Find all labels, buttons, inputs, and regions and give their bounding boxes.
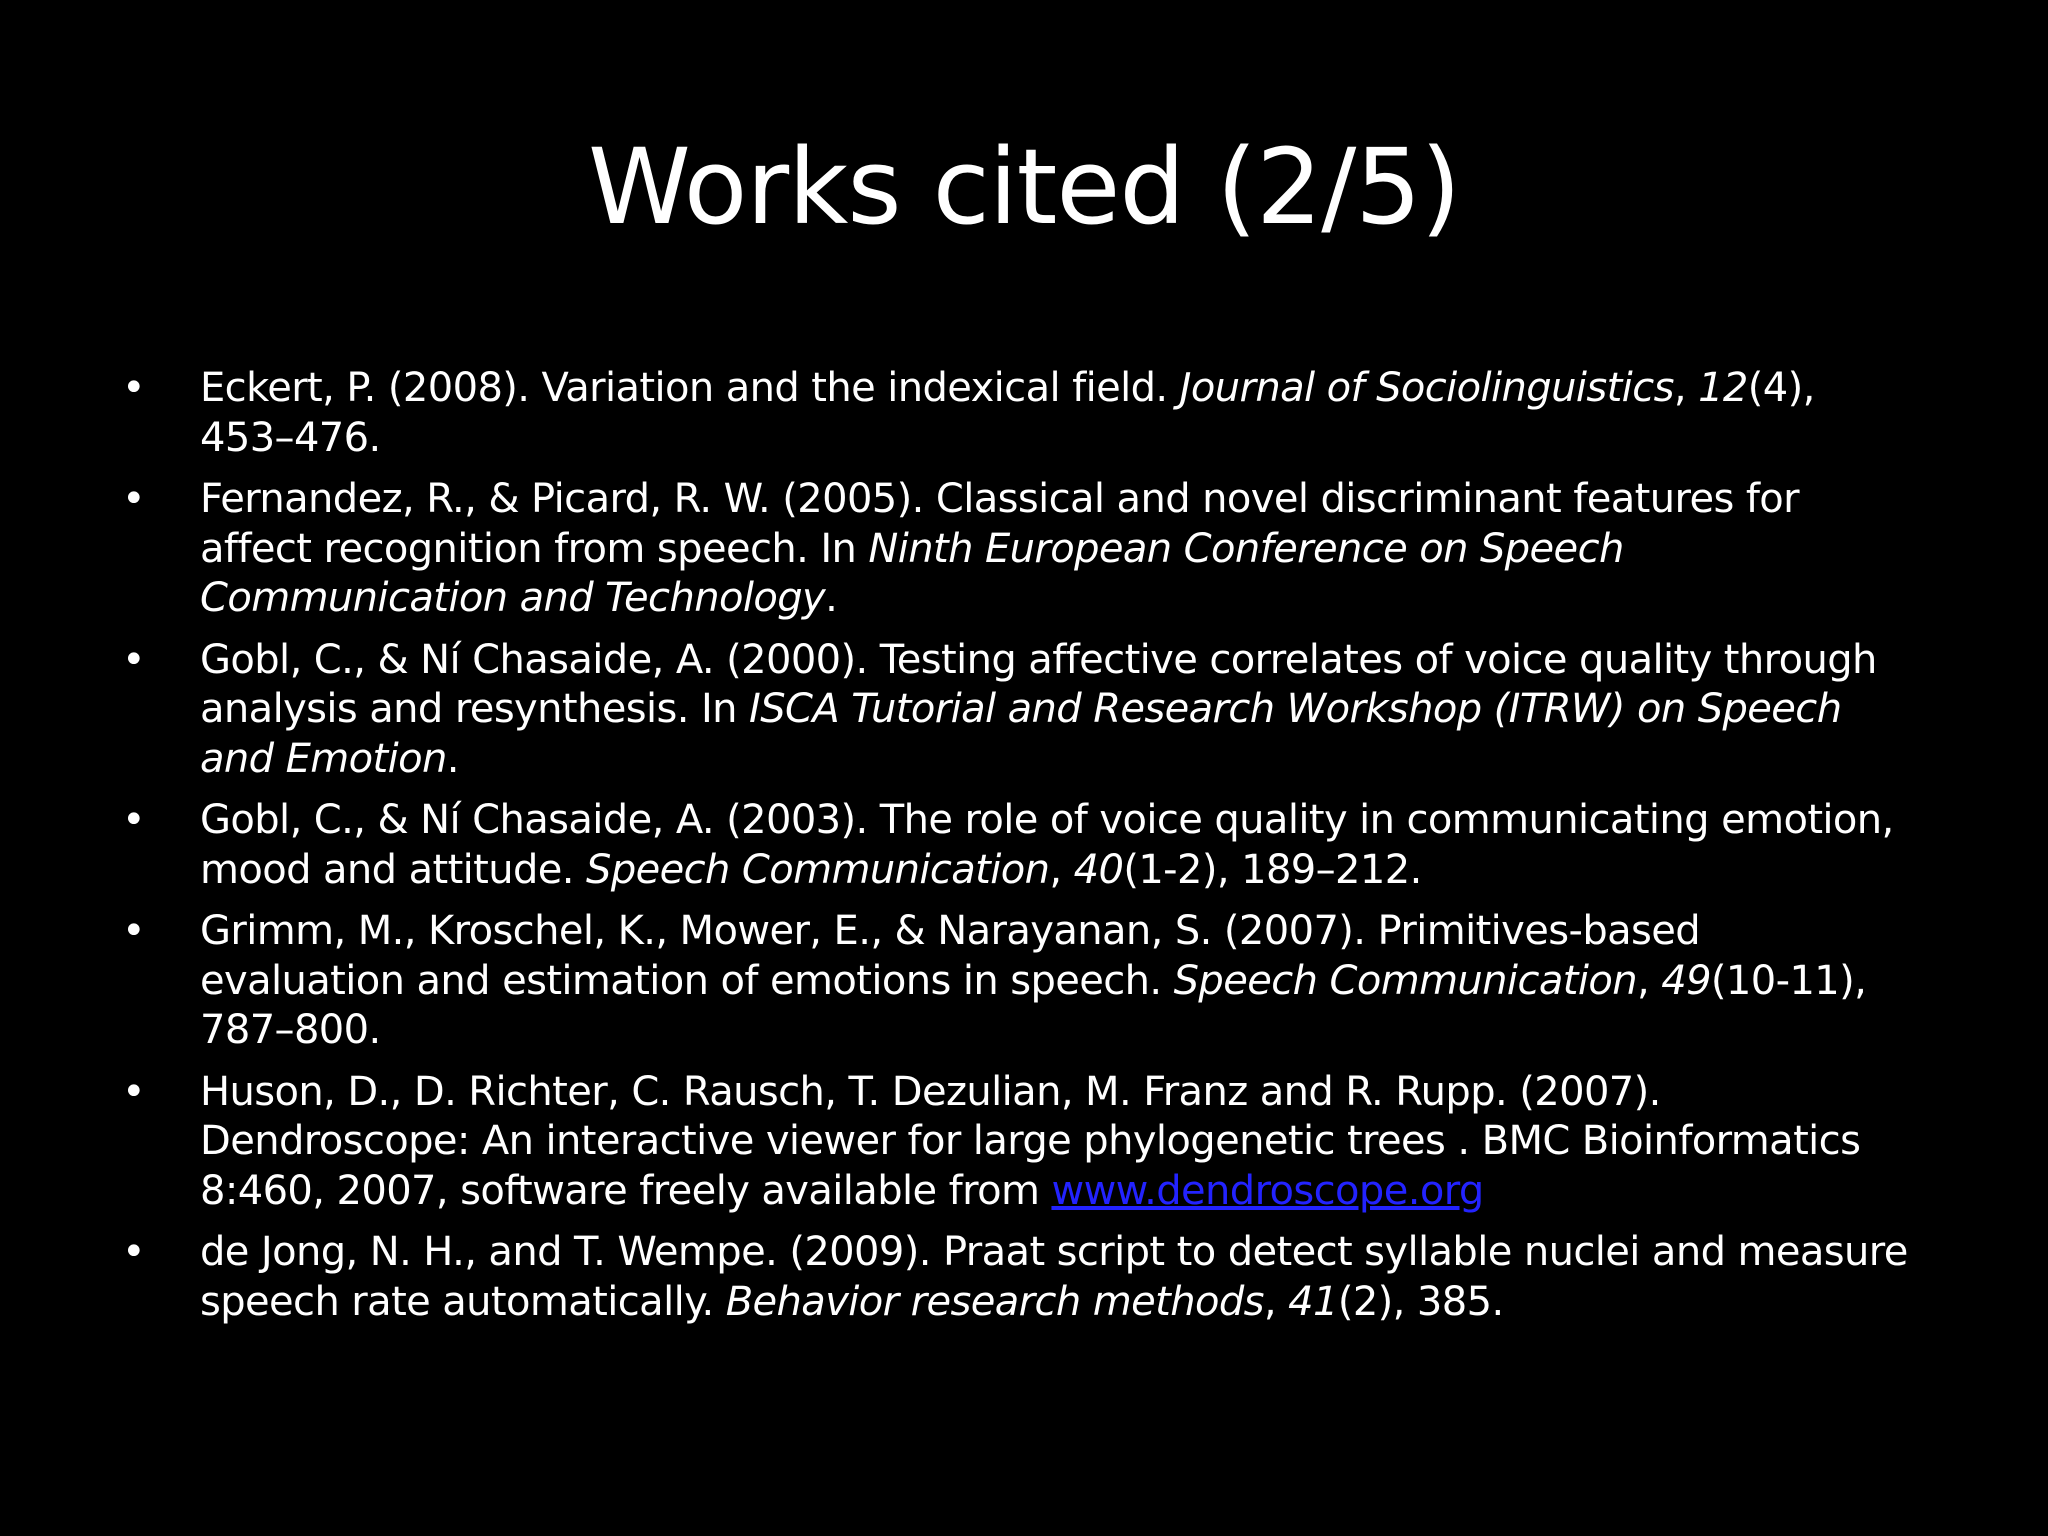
bullet: • (122, 1229, 145, 1275)
reference-text: . (446, 735, 459, 782)
reference-item-grimm-2007 (116, 907, 1916, 1056)
dendroscope-link[interactable]: www.dendroscope.org (1051, 1167, 1484, 1214)
reference-text: . (825, 575, 838, 621)
reference-text: (2), 385. (1337, 1278, 1504, 1325)
reference-text: , (1673, 365, 1699, 411)
bullet: • (122, 365, 145, 411)
reference-item-dejong-2009 (116, 1228, 1916, 1327)
reference-text: (4), 453–476. (200, 365, 1815, 461)
journal-name: Behavior research methods (725, 1278, 1264, 1325)
reference-text: Gobl, C., & Ní Chasaide, A. (2003). The role of voice quality in communicating emotion, mood and attitude. (200, 797, 1894, 893)
reference-item-gobl-2000 (116, 636, 1916, 785)
volume-number: 12 (1698, 365, 1748, 411)
volume-number: 41 (1288, 1278, 1338, 1325)
slide-title: Works cited (2/5) (587, 126, 1461, 248)
reference-text: Fernandez, R., & Picard, R. W. (2005). Classical and novel discriminant features for affect recognition from speech. In (200, 476, 1800, 572)
reference-text: Gobl, C., & Ní Chasaide, A. (2000). Testing affective correlates of voice quality through analysis and resynthesis. In (200, 636, 1877, 732)
volume-number: 40 (1073, 846, 1124, 893)
reference-text: (10-11), 787–800. (200, 957, 1867, 1053)
reference-text: Eckert, P. (2008). Variation and the indexical field. (200, 365, 1180, 411)
reference-text: , (1636, 957, 1662, 1004)
conference-name: ISCA Tutorial and Research Workshop (ITRW) on Speech and Emotion (200, 686, 1842, 782)
bullet: • (122, 908, 145, 954)
journal-name: Journal of Sociolinguistics (1179, 365, 1674, 411)
reference-text: Huson, D., D. Richter, C. Rausch, T. Dezulian, M. Franz and R. Rupp. (2007). Dendroscope: An interactive viewer for large phylogenetic trees . BMC Bioinformatics 8:460, 2007, software freely available from (200, 1068, 1861, 1214)
bullet: • (122, 636, 145, 683)
journal-name: Speech Communication (586, 846, 1050, 893)
reference-text: Grimm, M., Kroschel, K., Mower, E., & Narayanan, S. (2007). Primitives-based evaluation and estimation of emotions in speech. (200, 908, 1701, 1004)
reference-text: (1-2), 189–212. (1123, 846, 1422, 893)
reference-item-fernandez-2005 (116, 475, 1916, 624)
reference-item-huson-2007 (116, 1068, 1916, 1217)
bullet: • (122, 476, 145, 522)
bullet: • (122, 797, 145, 843)
journal-name: Speech Communication (1173, 957, 1637, 1004)
bullet: • (122, 1068, 145, 1115)
reference-text: , (1263, 1278, 1289, 1325)
reference-text: de Jong, N. H., and T. Wempe. (2009). Praat script to detect syllable nuclei and measure speech rate automatically. (200, 1229, 1908, 1325)
reference-item-eckert-2008 (116, 364, 1916, 463)
reference-text: , (1049, 846, 1074, 893)
reference-item-gobl-2003 (116, 796, 1916, 895)
conference-name: Ninth European Conference on Speech Communication and Technology (200, 525, 1624, 621)
volume-number: 49 (1661, 957, 1711, 1004)
reference-list (116, 364, 1916, 1339)
